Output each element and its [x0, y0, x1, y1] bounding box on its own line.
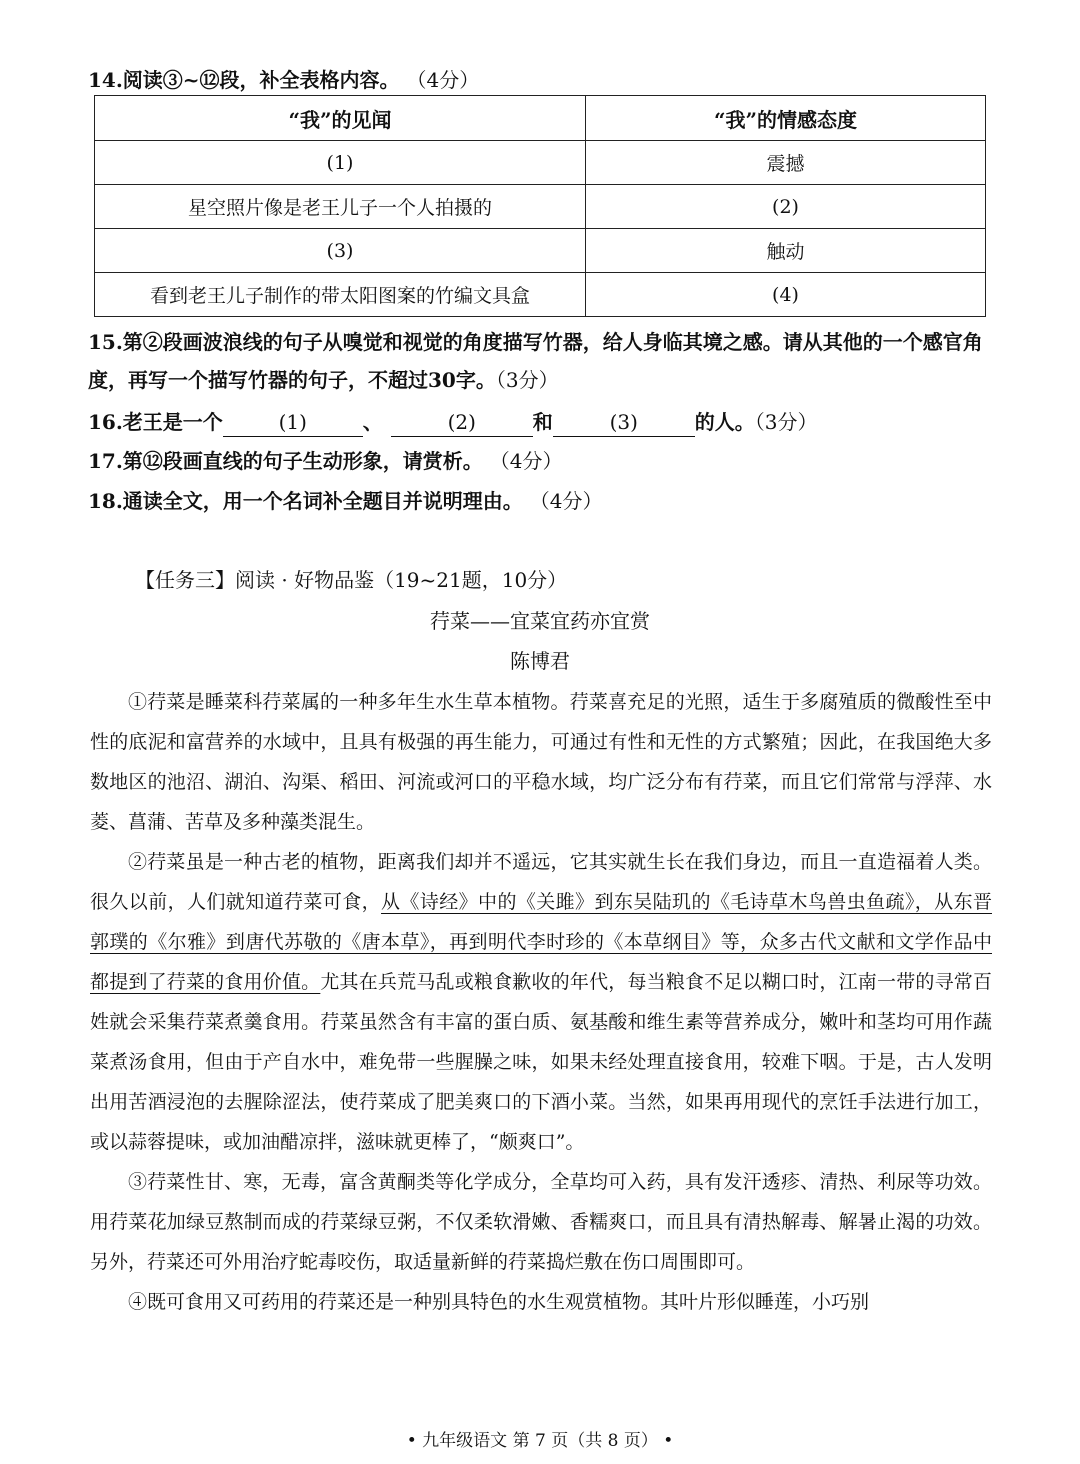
paragraph-1: ①荇菜是睡菜科荇菜属的一种多年生水生草本植物。荇菜喜充足的光照，适生于多腐殖质的微酸性至中性的底泥和富营养的水域中，且具有极强的再生能力，可通过有性和无性的方式繁殖；因此，在我国绝大多数地区的池沼、湖泊、沟渠、稻田、河流或河口的平稳水域，均广泛分布有荇菜，而且它们常常与浮萍、水菱、菖蒲、苦草及多种藻类混生。 [90, 691, 992, 833]
question-17-text: 17.第⑫段画直线的句子生动形象，请赏析。 [88, 449, 483, 473]
table-row [95, 273, 986, 317]
question-18-points: （4分） [529, 489, 603, 513]
table-cell: (2) [586, 185, 986, 229]
table-header-row [95, 96, 986, 141]
task-3-heading: 【任务三】阅读 · 好物品鉴（19~21题，10分） [135, 568, 568, 592]
question-16 [88, 408, 818, 437]
article-author: 陈博君 [510, 649, 570, 673]
question-16-prefix: 16.老王是一个 [88, 410, 223, 434]
paragraph-2-end: 尤其在兵荒马乱或粮食歉收的年代，每当粮食不足以糊口时，江南一带的寻常百姓就会采集荇菜煮羹食用。荇菜虽然含有丰富的蛋白质、氨基酸和维生素等营养成分，嫩叶和茎均可用作蔬菜煮汤食用，但由于产自水中，难免带一些腥臊之味，如果未经处理直接食用，较难下咽。于是，古人发明出用苦酒浸泡的去腥除涩法，使荇菜成了肥美爽口的下酒小菜。当然，如果再用现代的烹饪手法进行加工，或以蒜蓉提味，或加油醋凉拌，滋味就更棒了，“颇爽口”。 [90, 971, 992, 1153]
question-14-table [94, 95, 986, 317]
table-header-cell: “我”的见闻 [95, 96, 586, 141]
table-row [95, 141, 986, 185]
question-15-points: （3分） [495, 368, 559, 392]
answer-blank-3[interactable]: (3) [553, 408, 695, 437]
question-14-points: （4分） [406, 68, 480, 92]
table-cell: (3) [95, 229, 586, 273]
question-15-text: 15.第②段画波浪线的句子从嗅觉和视觉的角度描写竹器，给人身临其境之感。请从其他的一个感官角度，再写一个描写竹器的句子，不超过30字。 [88, 330, 983, 392]
question-18-text: 18.通读全文，用一个名词补全题目并说明理由。 [88, 489, 523, 513]
question-16-suffix: 的人。 [694, 410, 755, 434]
article-body [90, 682, 992, 1322]
question-15 [88, 323, 993, 399]
table-cell: (4) [586, 273, 986, 317]
answer-blank-2[interactable]: (2) [391, 408, 533, 437]
table-cell: 看到老王儿子制作的带太阳图案的竹编文具盒 [95, 273, 586, 317]
question-16-points: （3分） [754, 410, 818, 434]
paragraph-4: ④既可食用又可药用的荇菜还是一种别具特色的水生观赏植物。其叶片形似睡莲，小巧别 [128, 1291, 870, 1313]
question-18 [88, 487, 603, 515]
table-cell: 星空照片像是老王儿子一个人拍摄的 [95, 185, 586, 229]
question-17-points: （4分） [489, 449, 563, 473]
question-16-separator: 和 [532, 410, 553, 434]
question-17 [88, 447, 563, 475]
paragraph-3: ③荇菜性甘、寒，无毒，富含黄酮类等化学成分，全草均可入药，具有发汗透疹、清热、利尿等功效。用荇菜花加绿豆熬制而成的荇菜绿豆粥，不仅柔软滑嫩、香糯爽口，而且具有清热解毒、解暑止渴的功效。另外，荇菜还可外用治疗蛇毒咬伤，取适量新鲜的荇菜捣烂敷在伤口周围即可。 [90, 1171, 992, 1273]
question-16-separator: 、 [362, 410, 383, 434]
question-14 [88, 66, 479, 94]
answer-blank-1[interactable]: (1) [223, 408, 363, 437]
table-row [95, 185, 986, 229]
paragraph-2 [90, 842, 992, 1162]
question-14-prompt: 14.阅读③~⑫段，补全表格内容。 [88, 68, 400, 92]
table-header-cell: “我”的情感态度 [586, 96, 986, 141]
article-title: 荇菜——宜菜宜药亦宜赏 [430, 609, 650, 633]
page-footer: • 九年级语文 第 7 页（共 8 页） • [406, 1431, 674, 1451]
table-row [95, 229, 986, 273]
table-cell: (1) [95, 141, 586, 185]
underlined-sentence: 从《诗经》中的《关雎》到东吴陆玑的《毛诗草木鸟兽虫鱼疏》，从东晋郭璞的《尔雅》到唐代苏敬的《唐本草》，再到明代李时珍的《本草纲目》等，众多古代文献和文学作品中都提到了荇菜的食用价值。 [90, 891, 992, 993]
table-cell: 震撼 [586, 141, 986, 185]
table-cell: 触动 [586, 229, 986, 273]
paragraph-2-start: ②荇菜虽是一种古老的植物，距离我们却并不遥远，它其实就生长在我们身边，而且一直造福着人类。很久以前，人们就知道荇菜可食， [90, 851, 992, 913]
